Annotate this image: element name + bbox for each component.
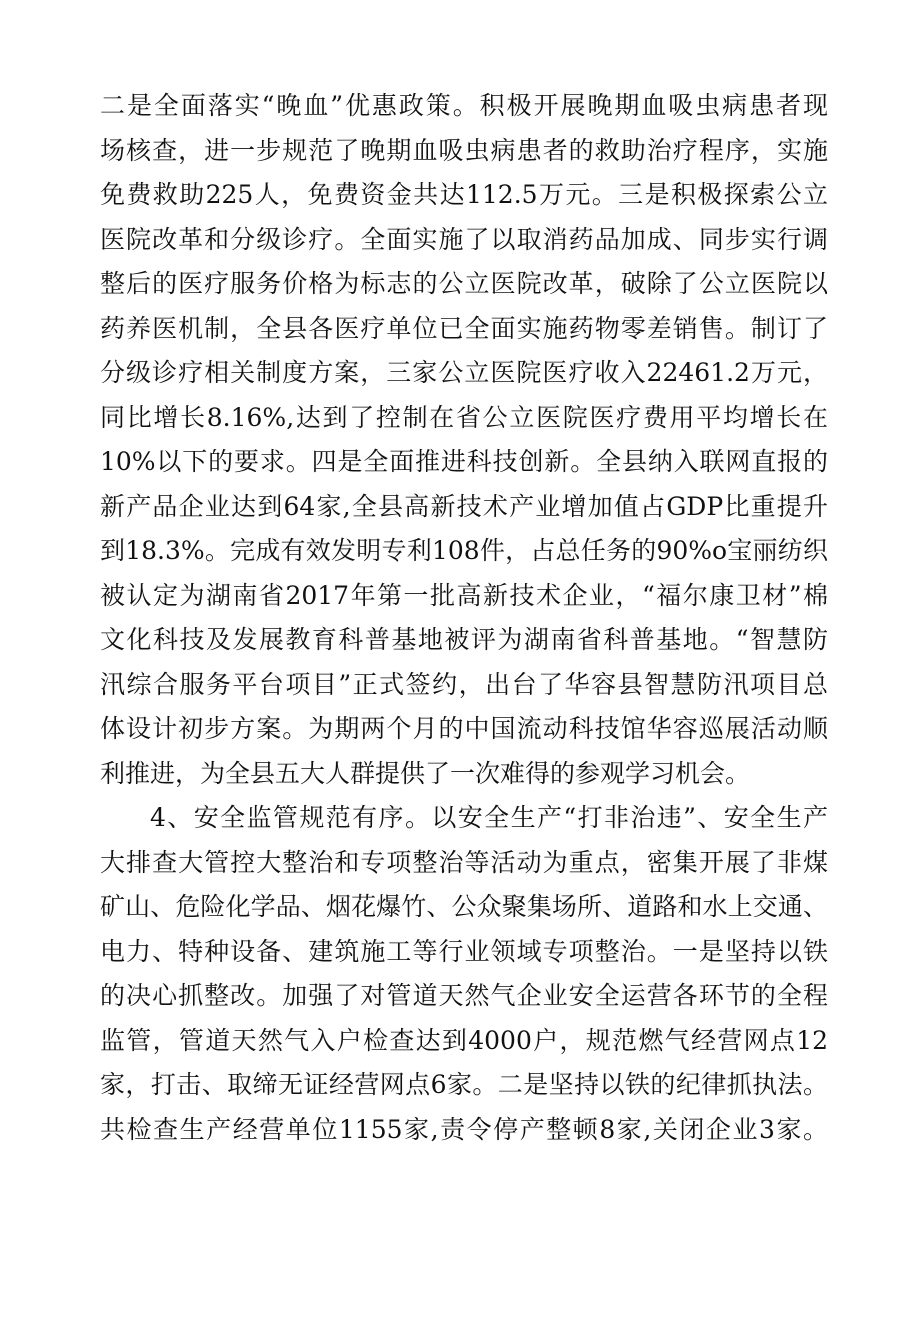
text-line: 10%以下的要求。四是全面推进科技创新。全县纳入联网直报的 [100,447,828,476]
text-line: 文化科技及发展教育科普基地被评为湖南省科普基地。“智慧防 [100,625,828,654]
text-line: 汛综合服务平台项目”正式签约，出台了华容县智慧防汛项目总 [100,669,828,699]
text-line: 医院改革和分级诊疗。全面实施了以取消药品加成、同步实行调 [100,224,828,254]
text-line: 家，打击、取缔无证经营网点6家。二是坚持以铁的纪律抓执法。 [100,1070,828,1099]
text-line: 利推进，为全县五大人群提供了一次难得的参观学习机会。 [100,758,751,788]
text-line: 的决心抓整改。加强了对管道天然气企业安全运营各环节的全程 [100,981,828,1010]
text-line: 4、安全监管规范有序。以安全生产“打非治违”、安全生产 [150,803,828,832]
text-line: 监管，管道天然气入户检查达到4000户，规范燃气经营网点12 [100,1025,828,1055]
text-line: 被认定为湖南省2017年第一批高新技术企业，“福尔康卫材”棉 [100,580,828,610]
text-line: 药养医机制，全县各医疗单位已全面实施药物零差销售。制订了 [100,313,828,343]
paragraph-1 [100,84,828,796]
document-page [100,84,828,1152]
text-line: 免费救助225人，免费资金共达112.5万元。三是积极探索公立 [100,180,828,209]
text-line: 整后的医疗服务价格为标志的公立医院改革，破除了公立医院以 [100,269,828,298]
text-line: 大排查大管控大整治和专项整治等活动为重点，密集开展了非煤 [100,847,828,877]
text-line: 体设计初步方案。为期两个月的中国流动科技馆华容巡展活动顺 [100,714,828,743]
text-line: 电力、特种设备、建筑施工等行业领域专项整治。一是坚持以铁 [100,936,828,966]
paragraph-2 [100,796,828,1152]
text-line: 同比增长8.16%,达到了控制在省公立医院医疗费用平均增长在 [100,402,828,432]
text-line: 二是全面落实“晚血”优惠政策。积极开展晚期血吸虫病患者现 [100,91,828,120]
text-line: 到18.3%。完成有效发明专利108件，占总任务的90%o宝丽纺织 [100,536,828,565]
text-line: 场核查，进一步规范了晚期血吸虫病患者的救助治疗程序，实施 [100,135,828,165]
text-line: 分级诊疗相关制度方案，三家公立医院医疗收入22461.2万元， [100,358,828,387]
text-line: 矿山、危险化学品、烟花爆竹、公众聚集场所、道路和水上交通、 [100,892,828,921]
text-line: 新产品企业达到64家,全县高新技术产业增加值占GDP比重提升 [100,491,828,521]
text-line: 共检查生产经营单位1155家,责令停产整顿8家,关闭企业3家。 [100,1114,828,1144]
